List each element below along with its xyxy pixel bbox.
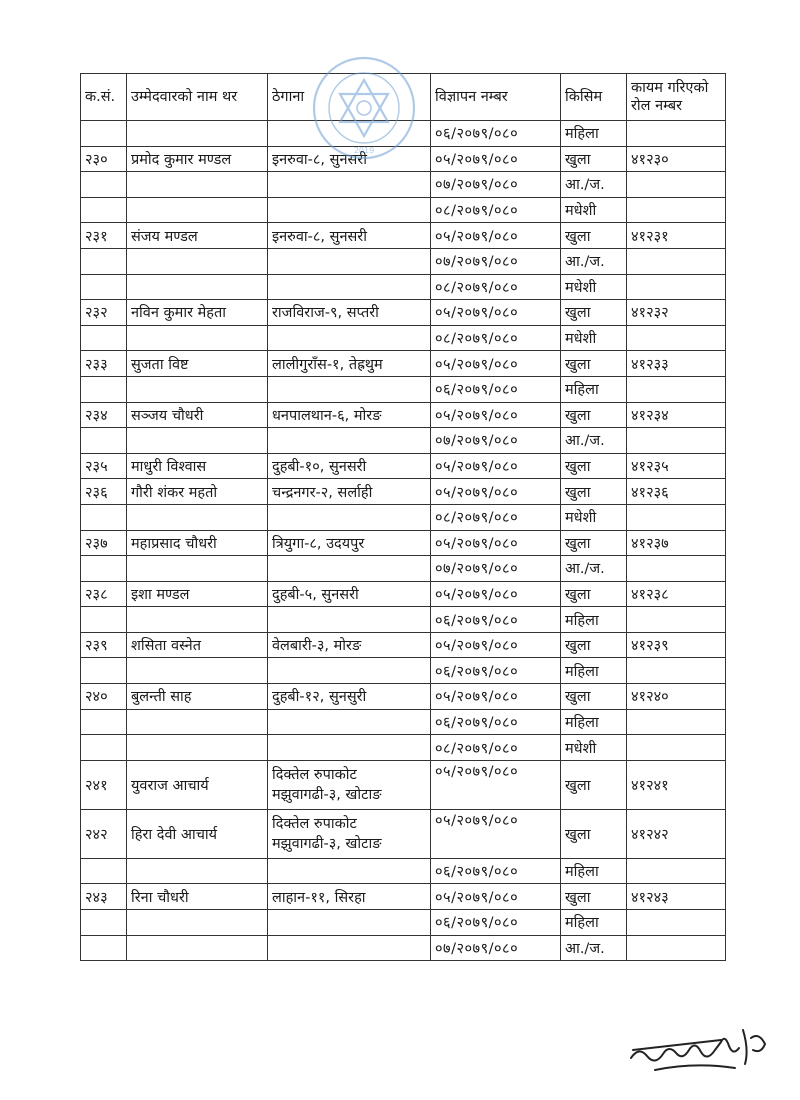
table-row	[81, 479, 726, 505]
address-cell: दुहबी-१०, सुनसरी	[268, 453, 431, 479]
advertisement-number-cell: ०५/२०७९/०८०	[431, 581, 561, 607]
advertisement-number-cell: ०६/२०७९/०८०	[431, 607, 561, 633]
candidate-name-cell: रिना चौधरी	[127, 884, 268, 910]
serial-cell	[81, 274, 127, 300]
address-cell: त्रियुगा-८, उदयपुर	[268, 530, 431, 556]
type-cell: खुला	[561, 760, 627, 809]
table-row	[81, 735, 726, 761]
advertisement-number-cell: ०५/२०७९/०८०	[431, 146, 561, 172]
candidate-name-cell: शसिता वस्नेत	[127, 632, 268, 658]
serial-cell: २४२	[81, 809, 127, 858]
type-cell: खुला	[561, 402, 627, 428]
header-advertisement-number: विज्ञापन नम्बर	[431, 74, 561, 121]
candidate-name-cell: महाप्रसाद चौधरी	[127, 530, 268, 556]
table-row	[81, 121, 726, 147]
header-address: ठेगाना	[268, 74, 431, 121]
advertisement-number-cell: ०५/२०७९/०८०	[431, 223, 561, 249]
table-row	[81, 809, 726, 858]
roll-number-cell	[627, 274, 726, 300]
table-row	[81, 172, 726, 198]
advertisement-number-cell: ०६/२०७९/०८०	[431, 709, 561, 735]
address-cell	[268, 376, 431, 402]
address-cell	[268, 658, 431, 684]
serial-cell	[81, 910, 127, 936]
address-cell	[268, 428, 431, 454]
header-type: किसिम	[561, 74, 627, 121]
advertisement-number-cell: ०५/२०७९/०८०	[431, 479, 561, 505]
advertisement-number-cell: ०७/२०७९/०८०	[431, 172, 561, 198]
type-cell: खुला	[561, 581, 627, 607]
address-cell	[268, 274, 431, 300]
type-cell: खुला	[561, 300, 627, 326]
roll-number-cell	[627, 376, 726, 402]
serial-cell	[81, 197, 127, 223]
candidate-name-cell	[127, 376, 268, 402]
table-body	[81, 121, 726, 961]
type-cell: आ./ज.	[561, 248, 627, 274]
table-row	[81, 223, 726, 249]
address-line-1: दिक्तेल रुपाकोट	[272, 815, 357, 832]
address-cell: लालीगुराँस-१, तेह्रथुम	[268, 351, 431, 377]
table-row	[81, 453, 726, 479]
address-cell: दुहबी-५, सुनसरी	[268, 581, 431, 607]
address-cell	[268, 809, 431, 858]
advertisement-number-cell: ०८/२०७९/०८०	[431, 735, 561, 761]
serial-cell: २३८	[81, 581, 127, 607]
table-row	[81, 325, 726, 351]
advertisement-number-cell: ०८/२०७९/०८०	[431, 274, 561, 300]
roll-number-cell: ४१२३६	[627, 479, 726, 505]
address-cell	[268, 935, 431, 961]
table-row	[81, 146, 726, 172]
address-cell: लाहान-११, सिरहा	[268, 884, 431, 910]
table-row	[81, 607, 726, 633]
serial-cell: २३४	[81, 402, 127, 428]
advertisement-number-cell: ०८/२०७९/०८०	[431, 325, 561, 351]
type-cell: खुला	[561, 632, 627, 658]
candidate-name-cell	[127, 172, 268, 198]
table-row	[81, 428, 726, 454]
address-cell	[268, 709, 431, 735]
table-row	[81, 504, 726, 530]
candidate-name-cell	[127, 325, 268, 351]
table-row	[81, 300, 726, 326]
candidate-name-cell: माधुरी विश्वास	[127, 453, 268, 479]
header-candidate-name: उम्मेदवारको नाम थर	[127, 74, 268, 121]
type-cell: महिला	[561, 858, 627, 884]
table-row	[81, 376, 726, 402]
roll-number-cell: ४१२४२	[627, 809, 726, 858]
type-cell: मधेशी	[561, 274, 627, 300]
advertisement-number-cell: ०५/२०७९/०८०	[431, 632, 561, 658]
serial-cell	[81, 735, 127, 761]
advertisement-number-cell: ०७/२०७९/०८०	[431, 248, 561, 274]
address-cell	[268, 760, 431, 809]
serial-cell: २३६	[81, 479, 127, 505]
address-cell	[268, 325, 431, 351]
table-row	[81, 581, 726, 607]
candidate-name-cell	[127, 709, 268, 735]
serial-cell: २३३	[81, 351, 127, 377]
serial-cell: २४१	[81, 760, 127, 809]
type-cell: खुला	[561, 453, 627, 479]
advertisement-number-cell: ०५/२०७९/०८०	[431, 760, 561, 809]
serial-cell: २४०	[81, 684, 127, 710]
advertisement-number-cell: ०७/२०७९/०८०	[431, 935, 561, 961]
roll-number-cell	[627, 709, 726, 735]
advertisement-number-cell: ०८/२०७९/०८०	[431, 197, 561, 223]
address-cell: राजविराज-९, सप्तरी	[268, 300, 431, 326]
table-row	[81, 274, 726, 300]
address-cell: इनरुवा-८, सुनसरी	[268, 146, 431, 172]
serial-cell: २४३	[81, 884, 127, 910]
candidate-roll-table	[80, 73, 726, 961]
type-cell: खुला	[561, 884, 627, 910]
advertisement-number-cell: ०५/२०७९/०८०	[431, 530, 561, 556]
candidate-name-cell: नविन कुमार मेहता	[127, 300, 268, 326]
candidate-name-cell: गौरी शंकर महतो	[127, 479, 268, 505]
address-cell	[268, 858, 431, 884]
advertisement-number-cell: ०६/२०७९/०८०	[431, 658, 561, 684]
address-cell	[268, 121, 431, 147]
advertisement-number-cell: ०५/२०७९/०८०	[431, 351, 561, 377]
serial-cell	[81, 428, 127, 454]
type-cell: आ./ज.	[561, 935, 627, 961]
candidate-name-cell	[127, 121, 268, 147]
address-cell: धनपालथान-६, मोरङ	[268, 402, 431, 428]
type-cell: खुला	[561, 351, 627, 377]
table-row	[81, 709, 726, 735]
roll-number-cell: ४१२४३	[627, 884, 726, 910]
advertisement-number-cell: ०६/२०७९/०८०	[431, 858, 561, 884]
address-cell: इनरुवा-८, सुनसरी	[268, 223, 431, 249]
roll-number-cell	[627, 935, 726, 961]
roll-number-cell	[627, 735, 726, 761]
roll-number-cell	[627, 658, 726, 684]
advertisement-number-cell: ०५/२०७९/०८०	[431, 402, 561, 428]
type-cell: खुला	[561, 809, 627, 858]
address-cell	[268, 556, 431, 582]
type-cell: मधेशी	[561, 504, 627, 530]
type-cell: आ./ज.	[561, 172, 627, 198]
table-row	[81, 858, 726, 884]
serial-cell	[81, 556, 127, 582]
serial-cell	[81, 935, 127, 961]
roll-number-cell	[627, 858, 726, 884]
table-row	[81, 556, 726, 582]
roll-number-cell: ४१२३९	[627, 632, 726, 658]
serial-cell	[81, 121, 127, 147]
header-roll-number: कायम गरिएको रोल नम्बर	[627, 74, 726, 121]
candidate-name-cell	[127, 910, 268, 936]
type-cell: महिला	[561, 607, 627, 633]
roll-number-cell	[627, 121, 726, 147]
type-cell: खुला	[561, 530, 627, 556]
serial-cell	[81, 325, 127, 351]
roll-number-cell: ४१२४१	[627, 760, 726, 809]
address-line-2: मझुवागढी-३, खोटाङ	[272, 835, 382, 852]
roll-number-cell: ४१२३०	[627, 146, 726, 172]
candidate-name-cell: प्रमोद कुमार मण्डल	[127, 146, 268, 172]
type-cell: महिला	[561, 910, 627, 936]
type-cell: महिला	[561, 376, 627, 402]
advertisement-number-cell: ०५/२०७९/०८०	[431, 809, 561, 858]
roll-number-cell	[627, 504, 726, 530]
advertisement-number-cell: ०८/२०७९/०८०	[431, 504, 561, 530]
advertisement-number-cell: ०५/२०७९/०८०	[431, 453, 561, 479]
advertisement-number-cell: ०५/२०७९/०८०	[431, 684, 561, 710]
candidate-name-cell	[127, 735, 268, 761]
address-cell	[268, 248, 431, 274]
advertisement-number-cell: ०७/२०७९/०८०	[431, 428, 561, 454]
table-row	[81, 760, 726, 809]
address-cell	[268, 172, 431, 198]
address-cell	[268, 197, 431, 223]
serial-cell: २३२	[81, 300, 127, 326]
roll-number-cell: ४१२३५	[627, 453, 726, 479]
seal-year-text: 2019	[353, 146, 375, 155]
serial-cell: २३७	[81, 530, 127, 556]
roll-number-cell: ४१२३४	[627, 402, 726, 428]
serial-cell	[81, 607, 127, 633]
advertisement-number-cell: ०६/२०७९/०८०	[431, 121, 561, 147]
candidate-name-cell	[127, 274, 268, 300]
advertisement-number-cell: ०७/२०७९/०८०	[431, 556, 561, 582]
type-cell: मधेशी	[561, 197, 627, 223]
address-cell	[268, 910, 431, 936]
type-cell: खुला	[561, 479, 627, 505]
advertisement-number-cell: ०६/२०७९/०८०	[431, 376, 561, 402]
serial-cell	[81, 172, 127, 198]
roll-number-cell: ४१२३२	[627, 300, 726, 326]
header-serial: क.सं.	[81, 74, 127, 121]
address-cell	[268, 735, 431, 761]
candidate-name-cell	[127, 935, 268, 961]
type-cell: आ./ज.	[561, 428, 627, 454]
table-row	[81, 197, 726, 223]
roll-number-cell: ४१२३३	[627, 351, 726, 377]
roll-number-cell: ४१२३७	[627, 530, 726, 556]
roll-number-cell	[627, 910, 726, 936]
roll-number-cell	[627, 172, 726, 198]
serial-cell	[81, 858, 127, 884]
serial-cell	[81, 376, 127, 402]
candidate-name-cell	[127, 858, 268, 884]
candidate-name-cell	[127, 197, 268, 223]
table-row	[81, 910, 726, 936]
type-cell: मधेशी	[561, 735, 627, 761]
candidate-name-cell	[127, 504, 268, 530]
address-cell	[268, 607, 431, 633]
table-row	[81, 351, 726, 377]
advertisement-number-cell: ०६/२०७९/०८०	[431, 910, 561, 936]
serial-cell	[81, 248, 127, 274]
address-line-1: दिक्तेल रुपाकोट	[272, 766, 357, 783]
table-row	[81, 632, 726, 658]
candidate-name-cell	[127, 556, 268, 582]
roll-number-cell	[627, 248, 726, 274]
address-cell	[268, 504, 431, 530]
advertisement-number-cell: ०५/२०७९/०८०	[431, 300, 561, 326]
serial-cell: २३०	[81, 146, 127, 172]
serial-cell	[81, 658, 127, 684]
candidate-name-cell: युवराज आचार्य	[127, 760, 268, 809]
address-cell: चन्द्रनगर-२, सर्लाही	[268, 479, 431, 505]
table-row	[81, 248, 726, 274]
table-row	[81, 935, 726, 961]
serial-cell	[81, 709, 127, 735]
roll-number-cell: ४१२३१	[627, 223, 726, 249]
address-cell: दुहबी-१२, सुनसुरी	[268, 684, 431, 710]
candidate-name-cell: हिरा देवी आचार्य	[127, 809, 268, 858]
type-cell: महिला	[561, 121, 627, 147]
candidate-name-cell: संजय मण्डल	[127, 223, 268, 249]
roll-number-cell	[627, 197, 726, 223]
roll-number-cell	[627, 556, 726, 582]
type-cell: महिला	[561, 709, 627, 735]
type-cell: आ./ज.	[561, 556, 627, 582]
type-cell: मधेशी	[561, 325, 627, 351]
table-header-row	[81, 74, 726, 121]
candidate-name-cell	[127, 658, 268, 684]
roll-number-cell	[627, 428, 726, 454]
serial-cell: २३९	[81, 632, 127, 658]
serial-cell	[81, 504, 127, 530]
candidate-name-cell	[127, 428, 268, 454]
type-cell: महिला	[561, 658, 627, 684]
roll-number-cell	[627, 607, 726, 633]
advertisement-number-cell: ०५/२०७९/०८०	[431, 884, 561, 910]
type-cell: खुला	[561, 146, 627, 172]
candidate-name-cell: सञ्जय चौधरी	[127, 402, 268, 428]
address-line-2: मझुवागढी-३, खोटाङ	[272, 786, 382, 803]
table-row	[81, 884, 726, 910]
candidate-name-cell	[127, 248, 268, 274]
address-cell: वेलबारी-३, मोरङ	[268, 632, 431, 658]
candidate-name-cell: बुलन्ती साह	[127, 684, 268, 710]
candidate-name-cell: सुजता विष्ट	[127, 351, 268, 377]
serial-cell: २३१	[81, 223, 127, 249]
signature-icon	[625, 1010, 775, 1080]
type-cell: खुला	[561, 684, 627, 710]
table-row	[81, 658, 726, 684]
roll-number-cell: ४१२४०	[627, 684, 726, 710]
table-row	[81, 530, 726, 556]
roll-number-cell	[627, 325, 726, 351]
candidate-name-cell: इशा मण्डल	[127, 581, 268, 607]
serial-cell: २३५	[81, 453, 127, 479]
candidate-name-cell	[127, 607, 268, 633]
table-row	[81, 684, 726, 710]
table-row	[81, 402, 726, 428]
roll-number-cell: ४१२३८	[627, 581, 726, 607]
type-cell: खुला	[561, 223, 627, 249]
